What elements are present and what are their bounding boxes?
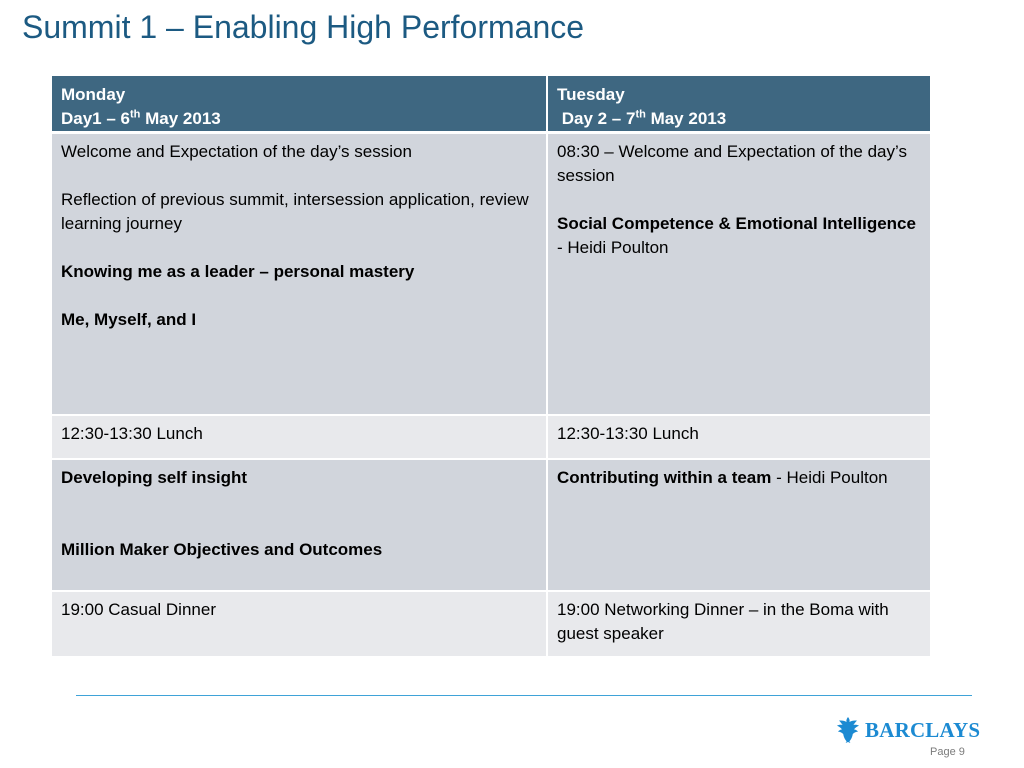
afternoon-tuesday-cell <box>547 459 930 591</box>
slide-title: Summit 1 – Enabling High Performance <box>22 9 585 45</box>
dinner-monday-cell: 19:00 Casual Dinner <box>52 591 547 657</box>
session-speaker: - Heidi Poulton <box>771 468 888 487</box>
date-ordinal: th <box>130 108 141 121</box>
day-date-tuesday <box>557 107 921 131</box>
schedule-table <box>52 76 930 658</box>
header-row <box>52 76 930 133</box>
session-item <box>557 466 921 490</box>
morning-row <box>52 133 930 416</box>
session-title: Knowing me as a leader – personal mastery <box>61 262 415 281</box>
day-name-monday: Monday <box>61 85 126 104</box>
date-text: May 2013 <box>140 109 221 128</box>
session-speaker: - Heidi Poulton <box>557 214 926 257</box>
header-tuesday <box>547 76 930 133</box>
dinner-row <box>52 591 930 657</box>
eagle-icon <box>836 716 860 744</box>
lunch-monday-cell: 12:30-13:30 Lunch <box>52 415 547 459</box>
session-item: Reflection of previous summit, intersession application, review learning journey <box>61 190 529 233</box>
morning-tuesday-cell <box>547 133 930 416</box>
footer-divider <box>76 695 972 696</box>
lunch-row <box>52 415 930 459</box>
page-number: Page 9 <box>930 746 965 758</box>
dinner-tuesday-cell: 19:00 Networking Dinner – in the Boma with guest speaker <box>547 591 930 657</box>
session-title: Developing self insight <box>61 468 248 487</box>
date-ordinal: th <box>635 108 646 121</box>
session-title: Me, Myself, and I <box>61 310 197 329</box>
session-title: Million Maker Objectives and Outcomes <box>61 540 383 559</box>
session-item: Welcome and Expectation of the day’s session <box>61 142 412 161</box>
date-text: Day 2 – 7 <box>557 109 636 128</box>
day-name-tuesday: Tuesday <box>557 85 625 104</box>
date-text: Day1 – 6 <box>61 109 130 128</box>
afternoon-row <box>52 459 930 591</box>
header-monday <box>52 76 547 133</box>
session-title: Social Competence & Emotional Intelligence <box>557 214 916 233</box>
session-item: 08:30 – Welcome and Expectation of the day’s session <box>557 142 907 185</box>
day-date-monday <box>61 107 537 131</box>
barclays-logo <box>836 716 980 744</box>
afternoon-monday-cell <box>52 459 547 591</box>
lunch-tuesday-cell: 12:30-13:30 Lunch <box>547 415 930 459</box>
session-item <box>557 212 926 260</box>
date-text: May 2013 <box>645 109 727 128</box>
logo-text: BARCLAYS <box>865 718 981 742</box>
morning-monday-cell <box>52 133 547 416</box>
session-title: Contributing within a team <box>557 468 772 487</box>
